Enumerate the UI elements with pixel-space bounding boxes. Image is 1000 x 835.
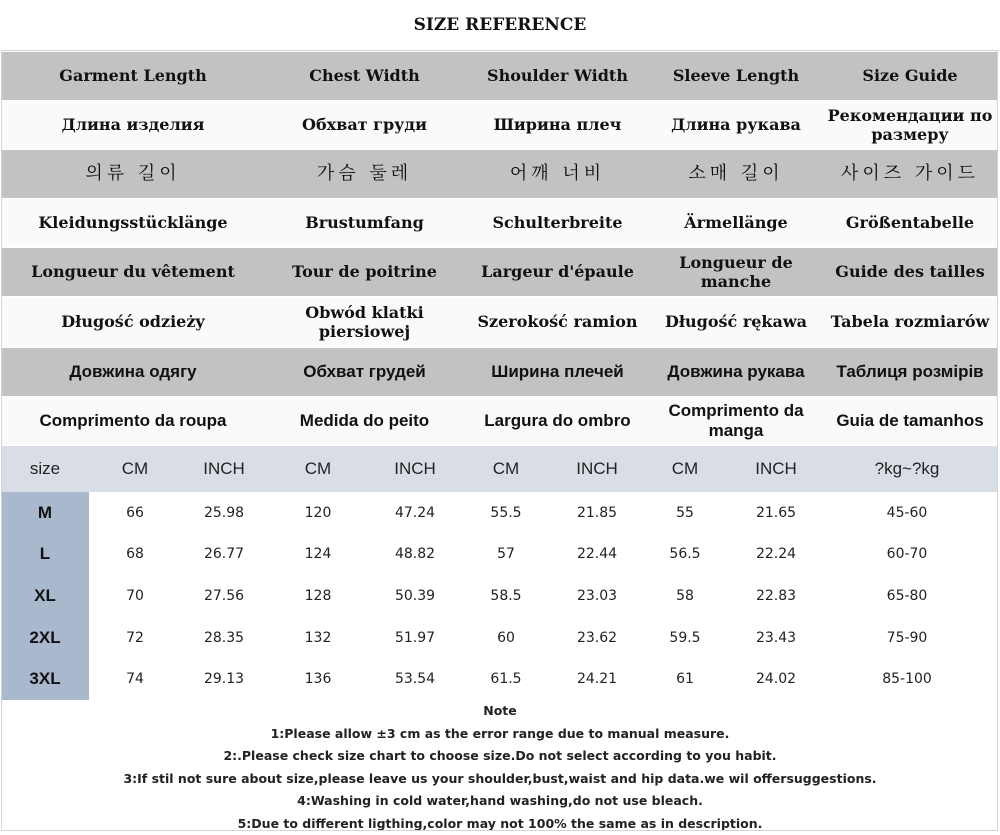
label-cell: Brustumfang bbox=[264, 199, 465, 247]
table-cell: 61 bbox=[635, 658, 735, 700]
label-cell: Largeur d'épaule bbox=[465, 248, 650, 296]
table-row bbox=[2, 617, 998, 659]
notes-section bbox=[0, 700, 1000, 835]
label-cell: Guia de tamanhos bbox=[822, 397, 998, 445]
label-cell: Szerokość ramion bbox=[465, 298, 650, 346]
table-row bbox=[2, 575, 998, 617]
label-cell: Ширина плечей bbox=[465, 348, 650, 396]
table-cell: 21.85 bbox=[547, 492, 647, 534]
table-cell: 60 bbox=[456, 617, 556, 659]
label-cell: Schulterbreite bbox=[465, 199, 650, 247]
label-row-3 bbox=[2, 199, 998, 247]
unit-header: INCH bbox=[547, 446, 647, 492]
table-cell: 75-90 bbox=[857, 617, 957, 659]
size-label: M bbox=[0, 492, 95, 534]
note-line: 5:Due to different ligthing,color may not 100% the same as in description. bbox=[0, 813, 1000, 835]
table-cell: 45-60 bbox=[857, 492, 957, 534]
label-cell: Обхват груди bbox=[264, 101, 465, 149]
label-cell: Ширина плеч bbox=[465, 101, 650, 149]
table-cell: 120 bbox=[268, 492, 368, 534]
label-row-7 bbox=[2, 397, 998, 445]
table-cell: 21.65 bbox=[726, 492, 826, 534]
label-cell: Довжина рукава bbox=[650, 348, 822, 396]
label-cell: Chest Width bbox=[264, 52, 465, 100]
unit-header-row bbox=[2, 446, 998, 492]
table-cell: 66 bbox=[85, 492, 185, 534]
table-row bbox=[2, 492, 998, 534]
table-cell: 50.39 bbox=[365, 575, 465, 617]
table-cell: 24.21 bbox=[547, 658, 647, 700]
label-cell: Обхват грудей bbox=[264, 348, 465, 396]
label-cell: Shoulder Width bbox=[465, 52, 650, 100]
note-line: 1:Please allow ±3 cm as the error range due to manual measure. bbox=[0, 723, 1000, 746]
table-cell: 53.54 bbox=[365, 658, 465, 700]
label-cell: Длина рукава bbox=[650, 101, 822, 149]
table-cell: 23.62 bbox=[547, 617, 647, 659]
label-cell: Guide des tailles bbox=[822, 248, 998, 296]
table-cell: 57 bbox=[456, 534, 556, 576]
label-cell: Длина изделия bbox=[2, 101, 264, 149]
unit-header: INCH bbox=[174, 446, 274, 492]
label-cell: Długość rękawa bbox=[650, 298, 822, 346]
table-cell: 22.24 bbox=[726, 534, 826, 576]
label-cell: Довжина одягу bbox=[2, 348, 264, 396]
unit-header: CM bbox=[85, 446, 185, 492]
table-cell: 22.83 bbox=[726, 575, 826, 617]
label-cell: Largura do ombro bbox=[465, 397, 650, 445]
label-cell: Größentabelle bbox=[822, 199, 998, 247]
table-cell: 70 bbox=[85, 575, 185, 617]
size-label: XL bbox=[0, 575, 95, 617]
label-cell: Comprimento da roupa bbox=[2, 397, 264, 445]
label-row-2 bbox=[2, 150, 998, 198]
label-cell: 사이즈 가이드 bbox=[822, 150, 998, 198]
label-cell: Medida do peito bbox=[264, 397, 465, 445]
table-cell: 25.98 bbox=[174, 492, 274, 534]
label-row-4 bbox=[2, 248, 998, 296]
label-row-0 bbox=[2, 52, 998, 100]
table-cell: 72 bbox=[85, 617, 185, 659]
note-line: 4:Washing in cold water,hand washing,do not use bleach. bbox=[0, 790, 1000, 813]
unit-header: INCH bbox=[726, 446, 826, 492]
table-row bbox=[2, 658, 998, 700]
table-cell: 136 bbox=[268, 658, 368, 700]
table-cell: 59.5 bbox=[635, 617, 735, 659]
unit-header: CM bbox=[635, 446, 735, 492]
label-cell: Рекомендации по размеру bbox=[822, 101, 998, 149]
size-label: 2XL bbox=[0, 617, 95, 659]
label-cell: Ärmellänge bbox=[650, 199, 822, 247]
label-cell: Таблиця розмірів bbox=[822, 348, 998, 396]
table-cell: 128 bbox=[268, 575, 368, 617]
label-cell: Size Guide bbox=[822, 52, 998, 100]
label-cell: Kleidungsstücklänge bbox=[2, 199, 264, 247]
unit-header: CM bbox=[456, 446, 556, 492]
table-cell: 29.13 bbox=[174, 658, 274, 700]
note-line: 3:If stil not sure about size,please leave us your shoulder,bust,waist and hip data.we wil offersuggestions. bbox=[0, 768, 1000, 791]
table-cell: 23.03 bbox=[547, 575, 647, 617]
label-cell: Longueur du vêtement bbox=[2, 248, 264, 296]
label-cell: Longueur de manche bbox=[650, 248, 822, 296]
label-cell: 어깨 너비 bbox=[465, 150, 650, 198]
label-cell: Comprimento da manga bbox=[650, 397, 822, 445]
table-cell: 68 bbox=[85, 534, 185, 576]
table-cell: 48.82 bbox=[365, 534, 465, 576]
table-cell: 26.77 bbox=[174, 534, 274, 576]
table-cell: 23.43 bbox=[726, 617, 826, 659]
table-cell: 51.97 bbox=[365, 617, 465, 659]
label-row-5 bbox=[2, 298, 998, 346]
table-cell: 55.5 bbox=[456, 492, 556, 534]
label-cell: Sleeve Length bbox=[650, 52, 822, 100]
label-cell: Garment Length bbox=[2, 52, 264, 100]
table-cell: 65-80 bbox=[857, 575, 957, 617]
table-cell: 85-100 bbox=[857, 658, 957, 700]
table-cell: 55 bbox=[635, 492, 735, 534]
note-line: 2:.Please check size chart to choose size.Do not select according to you habit. bbox=[0, 745, 1000, 768]
table-cell: 58.5 bbox=[456, 575, 556, 617]
table-cell: 74 bbox=[85, 658, 185, 700]
unit-header: INCH bbox=[365, 446, 465, 492]
label-cell: Długość odzieży bbox=[2, 298, 264, 346]
label-row-6 bbox=[2, 348, 998, 396]
table-cell: 58 bbox=[635, 575, 735, 617]
table-cell: 124 bbox=[268, 534, 368, 576]
table-cell: 22.44 bbox=[547, 534, 647, 576]
table-cell: 132 bbox=[268, 617, 368, 659]
note-heading: Note bbox=[0, 700, 1000, 723]
table-cell: 61.5 bbox=[456, 658, 556, 700]
size-header: size bbox=[0, 446, 95, 492]
table-cell: 27.56 bbox=[174, 575, 274, 617]
table-cell: 60-70 bbox=[857, 534, 957, 576]
label-cell: 가슴 둘레 bbox=[264, 150, 465, 198]
size-label: L bbox=[0, 534, 95, 576]
unit-header: ?kg~?kg bbox=[857, 446, 957, 492]
page-title: SIZE REFERENCE bbox=[0, 0, 1000, 50]
label-row-1 bbox=[2, 101, 998, 149]
label-cell: Tour de poitrine bbox=[264, 248, 465, 296]
table-cell: 28.35 bbox=[174, 617, 274, 659]
size-label: 3XL bbox=[0, 658, 95, 700]
table-cell: 47.24 bbox=[365, 492, 465, 534]
table-cell: 56.5 bbox=[635, 534, 735, 576]
label-cell: 의류 길이 bbox=[2, 150, 264, 198]
label-cell: 소매 길이 bbox=[650, 150, 822, 198]
unit-header: CM bbox=[268, 446, 368, 492]
label-cell: Tabela rozmiarów bbox=[822, 298, 998, 346]
table-cell: 24.02 bbox=[726, 658, 826, 700]
table-row bbox=[2, 534, 998, 576]
label-cell: Obwód klatki piersiowej bbox=[264, 298, 465, 346]
